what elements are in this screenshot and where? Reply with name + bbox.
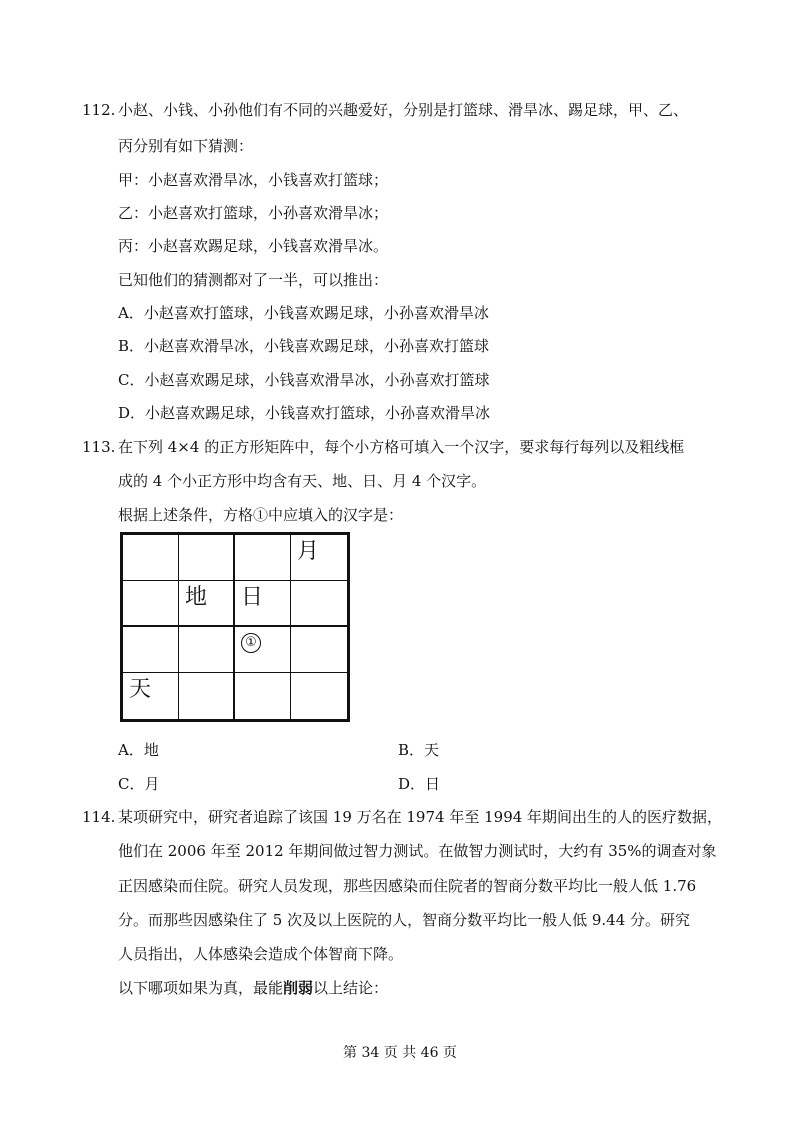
q114-prompt-after: 以上结论： (313, 979, 389, 997)
grid-cell (179, 673, 235, 719)
grid-cell: 地 (179, 581, 235, 627)
q114-prompt-bold: 削弱 (283, 979, 314, 997)
grid-cell: 日 (235, 581, 291, 627)
q114-line: 正因感染而住院。研究人员发现，那些因感染而住院者的智商分数平均比一般人低 1.76 (118, 877, 697, 895)
q113-option-b: B．天 (398, 741, 440, 759)
grid-cell: 月 (291, 535, 347, 581)
q112-option-c: C．小赵喜欢踢足球，小钱喜欢滑旱冰，小孙喜欢打篮球 (118, 371, 490, 389)
q112-prompt: 已知他们的猜测都对了一半，可以推出： (118, 271, 389, 289)
q113-option-d: D．日 (398, 775, 441, 793)
grid-cell (291, 581, 347, 627)
q112-option-a: A．小赵喜欢打篮球，小钱喜欢踢足球，小孙喜欢滑旱冰 (118, 304, 489, 322)
grid-cell (235, 673, 291, 719)
grid-cell (123, 627, 179, 673)
q112-option-d: D．小赵喜欢踢足球，小钱喜欢打篮球，小孙喜欢滑旱冰 (118, 404, 491, 422)
grid-cell (179, 627, 235, 673)
grid-cell (123, 581, 179, 627)
page-footer: 第 34 页 共 46 页 (343, 1045, 457, 1061)
grid-cell (179, 535, 235, 581)
grid-cell-target (235, 627, 291, 673)
q112-number: 112. (82, 101, 116, 119)
word-grid (120, 532, 350, 722)
q114-prompt-before: 以下哪项如果为真，最能 (118, 979, 284, 997)
q114-line: 人员指出，人体感染会造成个体智商下降。 (118, 945, 404, 963)
q114-line: 某项研究中，研究者追踪了该国 19 万名在 1974 年至 1994 年期间出生的人的医疗数据， (118, 808, 723, 826)
q114-number: 114. (82, 808, 116, 826)
grid-cell (123, 535, 179, 581)
grid-cell (291, 627, 347, 673)
q112-guess-c: 丙：小赵喜欢踢足球，小钱喜欢滑旱冰。 (118, 237, 389, 255)
q113-option-a: A．地 (118, 741, 159, 759)
grid-cell (291, 673, 347, 719)
grid-cell (235, 535, 291, 581)
q113-prompt: 根据上述条件，方格①中应填入的汉字是： (118, 506, 404, 524)
q112-stem-line2: 丙分别有如下猜测： (118, 137, 254, 155)
q113-number: 113. (82, 438, 116, 456)
q112-guess-b: 乙：小赵喜欢打篮球，小孙喜欢滑旱冰； (118, 204, 389, 222)
circled-one-marker: ① (241, 633, 261, 653)
q112-guess-a: 甲：小赵喜欢滑旱冰，小钱喜欢打篮球； (118, 171, 389, 189)
q113-stem-line2: 成的 4 个小正方形中均含有天、地、日、月 4 个汉字。 (118, 472, 487, 490)
q113-stem-line1: 在下列 4×4 的正方形矩阵中，每个小方格可填入一个汉字，要求每行每列以及粗线框 (118, 438, 685, 456)
q114-prompt (118, 978, 388, 998)
q114-line: 分。而那些因感染住了 5 次及以上医院的人，智商分数平均比一般人低 9.44 分。研究 (118, 911, 691, 929)
q114-line: 他们在 2006 年至 2012 年期间做过智力测试。在做智力测试时，大约有 35%的调查对象 (118, 842, 717, 860)
grid-cell: 天 (123, 673, 179, 719)
q113-option-c: C．月 (118, 775, 160, 793)
q112-option-b: B．小赵喜欢滑旱冰，小钱喜欢踢足球，小孙喜欢打篮球 (118, 337, 490, 355)
q112-stem-line1: 小赵、小钱、小孙他们有不同的兴趣爱好，分别是打篮球、滑旱冰、踢足球，甲、乙、 (118, 101, 689, 119)
